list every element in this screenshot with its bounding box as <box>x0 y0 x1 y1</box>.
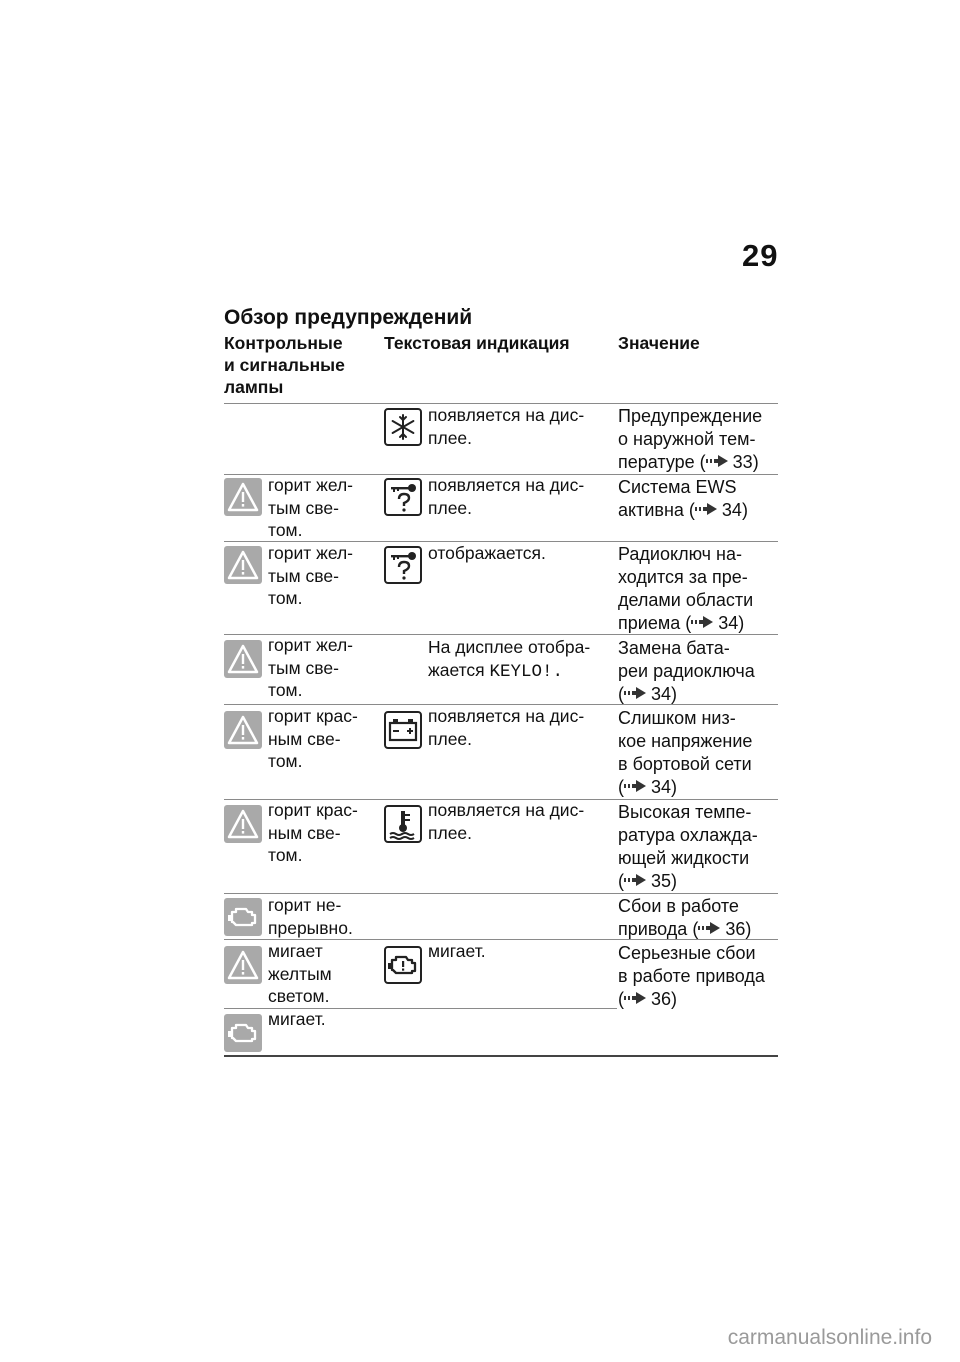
warning-triangle-icon <box>224 546 262 584</box>
header-meaning: Значение <box>618 333 700 353</box>
page-ref[interactable]: 33) <box>732 452 759 472</box>
page-ref[interactable]: 36) <box>651 989 678 1009</box>
page-reference-arrow-icon <box>698 922 720 934</box>
warning-triangle-icon <box>224 946 262 984</box>
row-3-lamp: горит жел- тым све- том. <box>268 635 354 700</box>
page-reference-arrow-icon <box>691 616 713 628</box>
row-2-indication: отображается. <box>428 543 546 563</box>
engine-check-icon <box>384 946 422 984</box>
row-1-indication: появляется на дис- плее. <box>428 475 585 518</box>
snowflake-icon <box>384 408 422 446</box>
page-ref[interactable]: 34) <box>651 777 678 797</box>
row-5-meaning: Высокая темпе- ратура охлажда- ющей жидкости ( 35) <box>618 802 758 891</box>
row-0-indication: появляется на дис- плее. <box>428 405 585 448</box>
coolant-temperature-icon <box>384 805 422 843</box>
engine-check-icon <box>224 898 262 936</box>
engine-check-icon <box>224 1014 262 1052</box>
row-7-meaning: Серьезные сбои в работе привода ( 36) <box>618 943 765 1009</box>
page-ref[interactable]: 34) <box>651 684 678 704</box>
key-question-icon <box>384 478 422 516</box>
row-7-lamp: мигает желтым светом. <box>268 941 332 1006</box>
row-6-lamp: горит не- прерывно. <box>268 895 353 938</box>
page-reference-arrow-icon <box>624 780 646 792</box>
warning-triangle-icon <box>224 640 262 678</box>
row-2-meaning: Радиоключ на- ходится за пре- делами области приема ( 34) <box>618 544 754 633</box>
row-5-lamp: горит крас- ным све- том. <box>268 800 358 865</box>
row-2-lamp: горит жел- тым све- том. <box>268 543 354 608</box>
page-number: 29 <box>742 238 779 273</box>
row-8-lamp: мигает. <box>268 1009 326 1029</box>
page-reference-arrow-icon <box>706 455 728 467</box>
row-4-meaning: Слишком низ- кое напряжение в бортовой сети ( 34) <box>618 708 753 797</box>
warning-triangle-icon <box>224 711 262 749</box>
row-7-indication: мигает. <box>428 941 486 961</box>
key-question-icon <box>384 546 422 584</box>
page-ref[interactable]: 34) <box>718 613 745 633</box>
page-reference-arrow-icon <box>624 687 646 699</box>
page-reference-arrow-icon <box>695 503 717 515</box>
page-ref[interactable]: 34) <box>721 500 748 520</box>
header-lamps: Контрольные и сигнальные лампы <box>224 333 345 397</box>
warning-triangle-icon <box>224 805 262 843</box>
row-1-lamp: горит жел- тым све- том. <box>268 475 354 540</box>
warning-triangle-icon <box>224 478 262 516</box>
row-5-indication: появляется на дис- плее. <box>428 800 585 843</box>
table-bottom-border <box>224 1055 778 1057</box>
header-indication: Текстовая индикация <box>384 333 570 353</box>
row-3-indication: На дисплее отобра- жается KEYLO!. <box>428 637 591 682</box>
row-4-indication: появляется на дис- плее. <box>428 706 585 749</box>
page-ref[interactable]: 36) <box>725 919 752 939</box>
row-6-meaning: Сбои в работе привода ( 36) <box>618 896 752 939</box>
battery-icon <box>384 711 422 749</box>
row-1-meaning: Система EWS активна ( 34) <box>618 477 748 520</box>
display-code: KEYLO!. <box>489 661 564 682</box>
row-3-meaning: Замена бата- реи радиоключа ( 34) <box>618 638 755 704</box>
row-0-meaning: Предупреждение о наружной тем- пературе ( 33) <box>618 406 763 472</box>
page-title: Обзор предупреждений <box>224 306 473 329</box>
page-reference-arrow-icon <box>624 874 646 886</box>
watermark: carmanualsonline.info <box>727 1326 932 1349</box>
page-ref[interactable]: 35) <box>651 871 678 891</box>
page-reference-arrow-icon <box>624 992 646 1004</box>
row-4-lamp: горит крас- ным све- том. <box>268 706 358 771</box>
